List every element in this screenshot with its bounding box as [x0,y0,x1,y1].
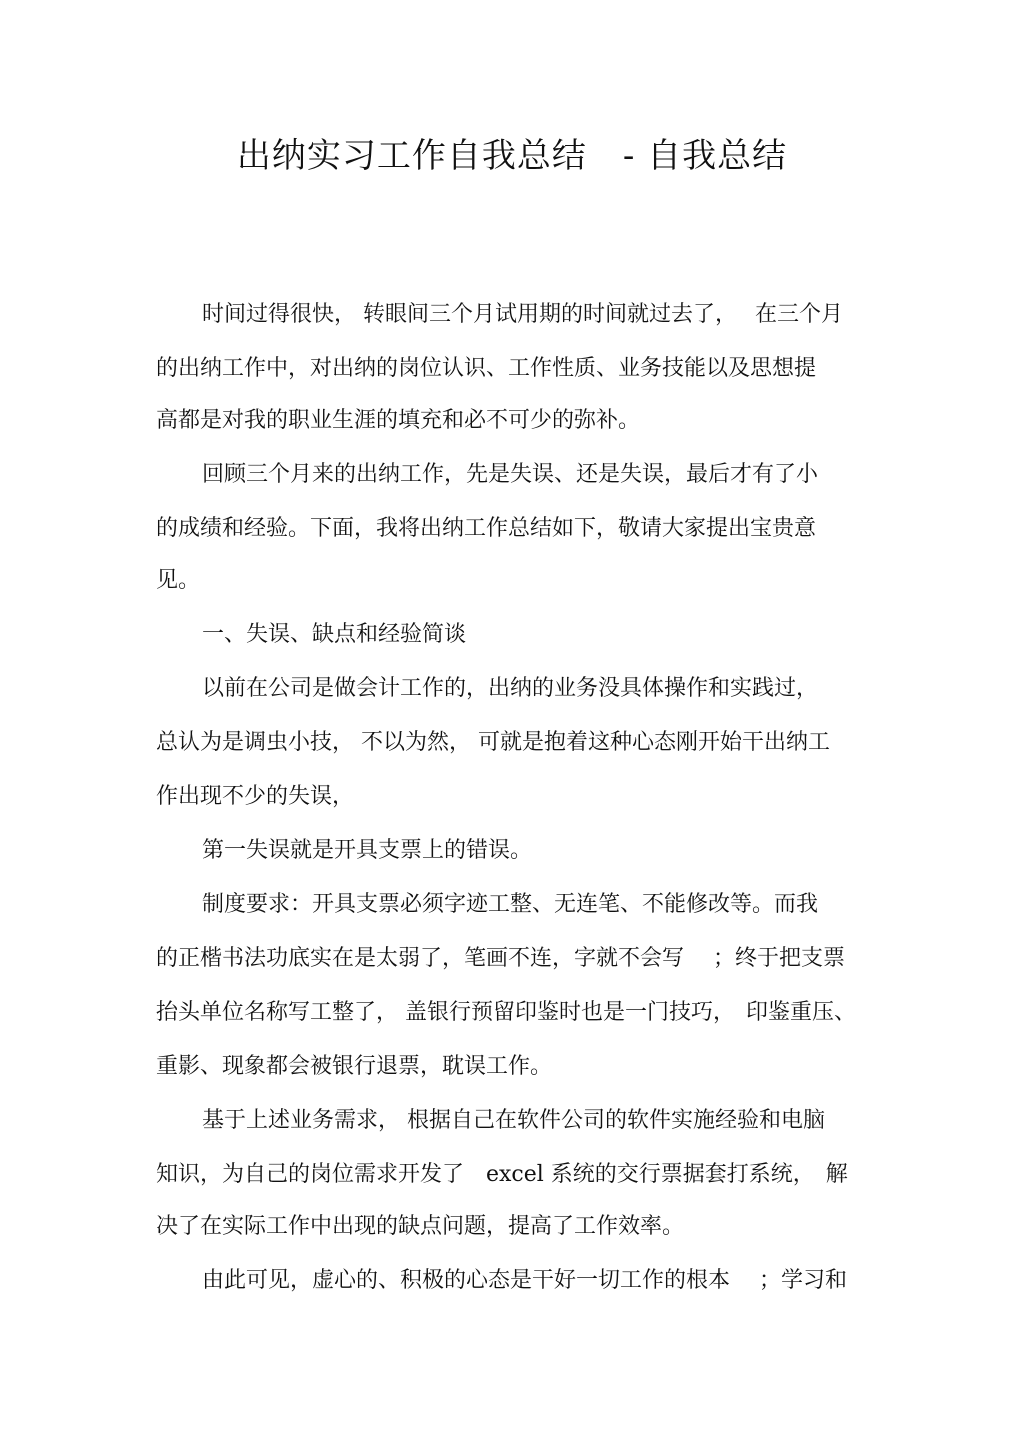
paragraph-line: 时间过得很快， 转眼间三个月试用期的时间就过去了， 在三个月 [202,302,843,327]
paragraph-line: 回顾三个月来的出纳工作，先是失误、还是失误，最后才有了小 [202,462,819,487]
paragraph-line: 知识，为自己的岗位需求开发了 excel 系统的交行票据套打系统， 解 [156,1162,848,1187]
paragraph-line: 以前在公司是做会计工作的，出纳的业务没具体操作和实践过， [202,676,819,701]
paragraph-line: 重影、现象都会被银行退票，耽误工作。 [156,1054,553,1079]
paragraph-line: 总认为是调虫小技， 不以为然， 可就是抱着这种心态刚开始干出纳工 [156,730,830,755]
paragraph-line: 的出纳工作中，对出纳的岗位认识、工作性质、业务技能以及思想提 [156,356,817,381]
paragraph-line: 第一失误就是开具支票上的错误。 [202,838,533,863]
paragraph-line: 抬头单位名称写工整了， 盖银行预留印鉴时也是一门技巧， 印鉴重压、 [156,1000,856,1025]
title-main: 出纳实习工作自我总结 [236,136,587,176]
paragraph-line: 基于上述业务需求， 根据自己在软件公司的软件实施经验和电脑 [202,1108,825,1133]
paragraph-line: 制度要求：开具支票必须字迹工整、无连笔、不能修改等。而我 [202,892,819,917]
paragraph-line: 的成绩和经验。下面，我将出纳工作总结如下，敬请大家提出宝贵意 [156,516,817,541]
paragraph-line: 高都是对我的职业生涯的填充和必不可少的弥补。 [156,408,641,433]
title-sub: - 自我总结 [622,136,788,176]
paragraph-line: 作出现不少的失误， [156,784,355,809]
paragraph-line: 决了在实际工作中出现的缺点问题，提高了工作效率。 [156,1214,685,1239]
paragraph-line: 见。 [156,568,201,593]
paragraph-line: 由此可见，虚心的、积极的心态是干好一切工作的根本 ；学习和 [202,1268,847,1293]
document-title [0,128,1024,177]
section-heading: 一、失误、缺点和经验简谈 [202,622,467,647]
paragraph-line: 的正楷书法功底实在是太弱了，笔画不连，字就不会写 ；终于把支票 [156,946,845,971]
